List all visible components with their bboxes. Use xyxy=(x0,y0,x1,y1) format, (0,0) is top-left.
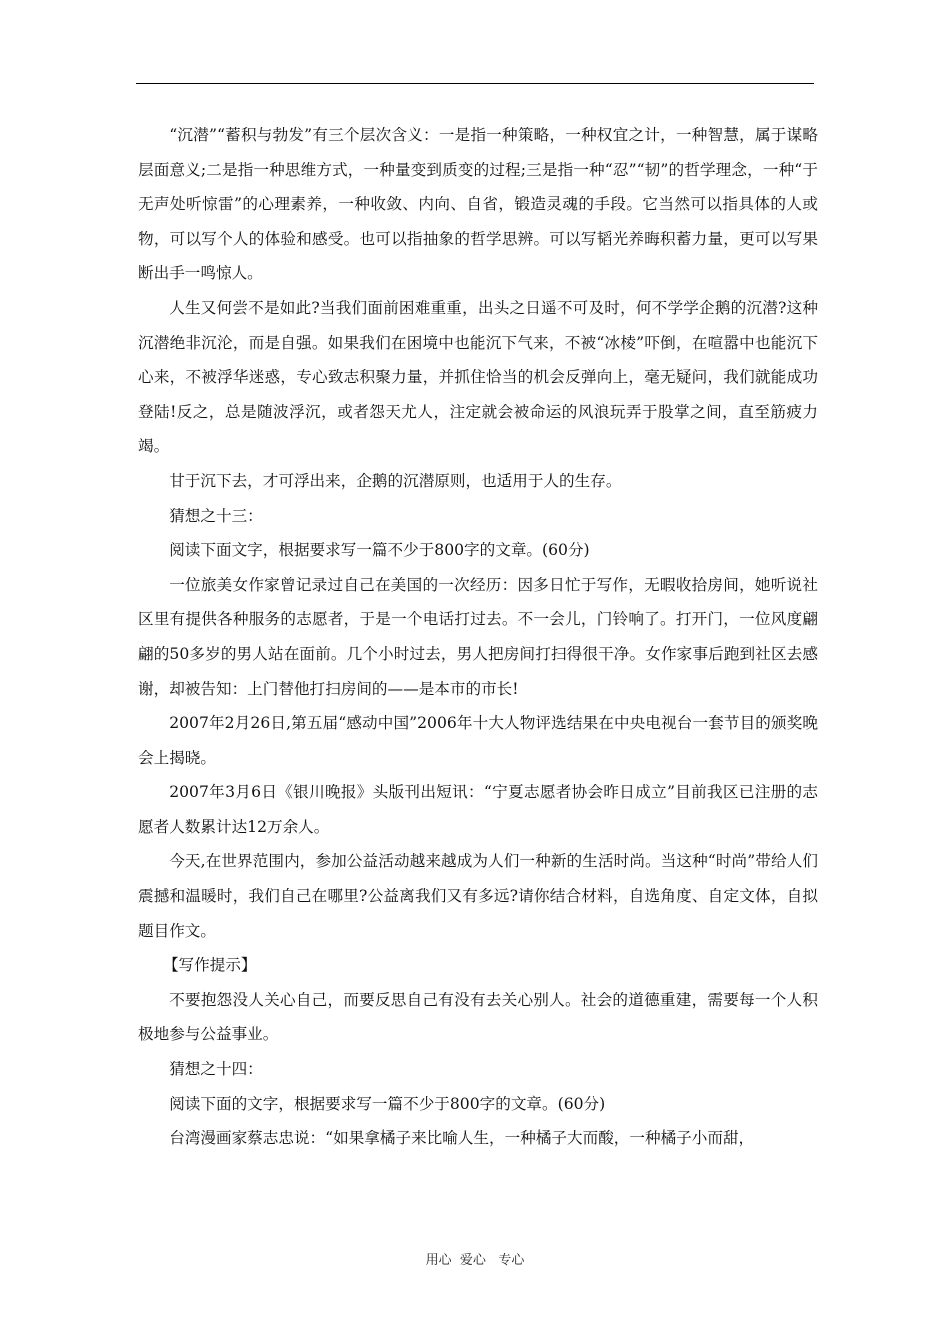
section-heading-13: 猜想之十三： xyxy=(169,506,263,525)
paragraph-3: 甘于沉下去，才可浮出来，企鹅的沉潜原则，也适用于人的生存。 xyxy=(169,471,622,490)
writing-tip: 不要抱怨没人关心自己，而要反思自己有没有去关心别人。社会的道德重建，需要每一个人积极地参与公益事业。 xyxy=(138,990,818,1044)
prompt-13: 阅读下面文字，根据要求写一篇不少于800字的文章。(60分) xyxy=(169,541,590,560)
section-heading-14: 猜想之十四： xyxy=(169,1060,263,1079)
page-footer: 用心 爱心 专心 xyxy=(425,1253,525,1268)
paragraph-8: 2007年3月6日《银川晚报》头版刊出短讯：“宁夏志愿者协会昨日成立”目前我区已注册的志愿者人数累计达12万余人。 xyxy=(138,783,818,836)
paragraph-1: “沉潜”“蓄积与勃发”有三个层次含义：一是指一种策略，一种权宜之计，一种智慧，属于谋略层面意义;二是指一种思维方式，一种量变到质变的过程;三是指一种“忍”“韧”的哲学理念，一种“于无声处听惊雷”的心理素养，一种收敛、内向、自省，锻造灵魂的手段。它当然可以指具体的人或物，可以写个人的体验和感受。也可以指抽象的哲学思辨。可以写韬光养晦积蓄力量，更可以写果断出手一鸣惊人。 xyxy=(138,126,818,283)
paragraph-14: 台湾漫画家蔡志忠说：“如果拿橘子来比喻人生，一种橘子大而酸，一种橘子小而甜， xyxy=(169,1129,755,1148)
header-rule xyxy=(136,83,814,84)
body-text xyxy=(138,118,818,1156)
paragraph-9: 今天,在世界范围内，参加公益活动越来越成为人们一种新的生活时尚。当这种“时尚”带给人们震撼和温暖时，我们自己在哪里?公益离我们又有多远?请你结合材料，自选角度、自定文体，自拟题目作文。 xyxy=(138,852,818,940)
paragraph-2: 人生又何尝不是如此?当我们面前困难重重，出头之日遥不可及时，何不学学企鹅的沉潜?这种沉潜绝非沉沦，而是自强。如果我们在困境中也能沉下气来，不被“冰棱”吓倒，在喧嚣中也能沉下心来，不被浮华迷惑，专心致志积聚力量，并抓住恰当的机会反弹向上，毫无疑问，我们就能成功登陆!反之，总是随波浮沉，或者怨天尤人，注定就会被命运的风浪玩弄于股掌之间，直至筋疲力竭。 xyxy=(138,298,818,456)
paragraph-6: 一位旅美女作家曾记录过自己在美国的一次经历：因多日忙于写作，无暇收拾房间，她听说社区里有提供各种服务的志愿者，于是一个电话打过去。不一会儿，门铃响了。打开门，一位风度翩翩的50多岁的男人站在面前。几个小时过去，男人把房间打扫得很干净。女作家事后跑到社区去感谢，却被告知：上门替他打扫房间的——是本市的市长! xyxy=(138,575,818,698)
prompt-14: 阅读下面的文字，根据要求写一篇不少于800字的文章。(60分) xyxy=(169,1094,606,1113)
writing-tip-heading: 【写作提示】 xyxy=(162,956,257,975)
paragraph-7: 2007年2月26日,第五届“感动中国”2006年十大人物评选结果在中央电视台一套节目的颁奖晚会上揭晓。 xyxy=(138,714,818,767)
